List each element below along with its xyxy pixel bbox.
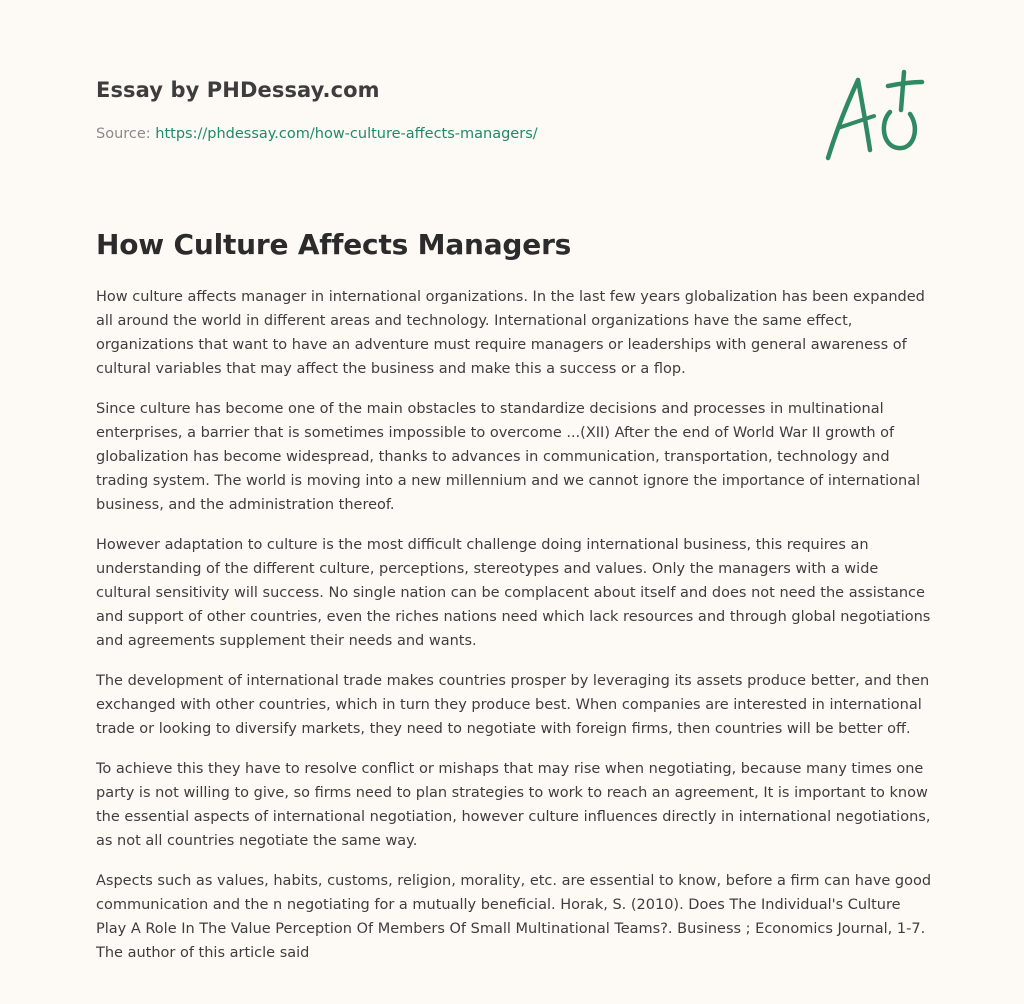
essay-paragraph: How culture affects manager in international organizations. In the last few years globalization has been expanded all around the world in different areas and technology. International organizations have the same effect, organizations that want to have an adventure must require managers or leaderships with general awareness of cultural variables that may affect the business and make this a success or a flop.: [96, 289, 925, 377]
a-plus-grade-icon: [818, 62, 930, 166]
essay-title: How Culture Affects Managers: [96, 228, 572, 261]
essay-paragraph: To achieve this they have to resolve conflict or mishaps that may rise when negotiating, because many times one party is not willing to give, so firms need to plan strategies to work to reach an agreement, It is important to know the essential aspects of international negotiation, however culture influences directly in international negotiations, as not all countries negotiate the same way.: [96, 761, 931, 849]
source-line: [96, 124, 716, 144]
essay-paragraph: The development of international trade makes countries prosper by leveraging its assets produce better, and then exchanged with other countries, which in turn they produce best. When companies are interested in international trade or looking to diversify markets, they need to negotiate with foreign firms, then countries will be better off.: [96, 673, 930, 737]
source-label: Source:: [96, 126, 156, 142]
site-brand: Essay by PHDessay.com: [96, 78, 380, 102]
essay-header: [96, 76, 716, 144]
essay-paragraph: Aspects such as values, habits, customs, religion, morality, etc. are essential to know, before a firm can have good communication and the n negotiating for a mutually beneficial. Horak, S. (2010). Does The Individual's Culture Play A Role In The Value Perception Of Members Of Small Multinational Teams?. Business ; Economics Journal, 1-7. The author of this article said: [96, 873, 932, 961]
essay-paragraph: However adaptation to culture is the most difficult challenge doing international business, this requires an understanding of the different culture, perceptions, stereotypes and values. Only the managers with a wide cultural sensitivity will success. No single nation can be complacent about itself and does not need the assistance and support of other countries, even the riches nations need which lack resources and through global negotiations and agreements supplement their needs and wants.: [96, 537, 931, 649]
source-link[interactable]: https://phdessay.com/how-culture-affects-managers/: [155, 126, 538, 142]
essay-paragraph: Since culture has become one of the main obstacles to standardize decisions and processes in multinational enterprises, a barrier that is sometimes impossible to overcome ...(XII) After the end of World War II growth of globalization has become widespread, thanks to advances in communication, transportation, technology and trading system. The world is moving into a new millennium and we cannot ignore the importance of international business, and the administration thereof.: [96, 401, 921, 513]
essay-body: [96, 285, 932, 981]
